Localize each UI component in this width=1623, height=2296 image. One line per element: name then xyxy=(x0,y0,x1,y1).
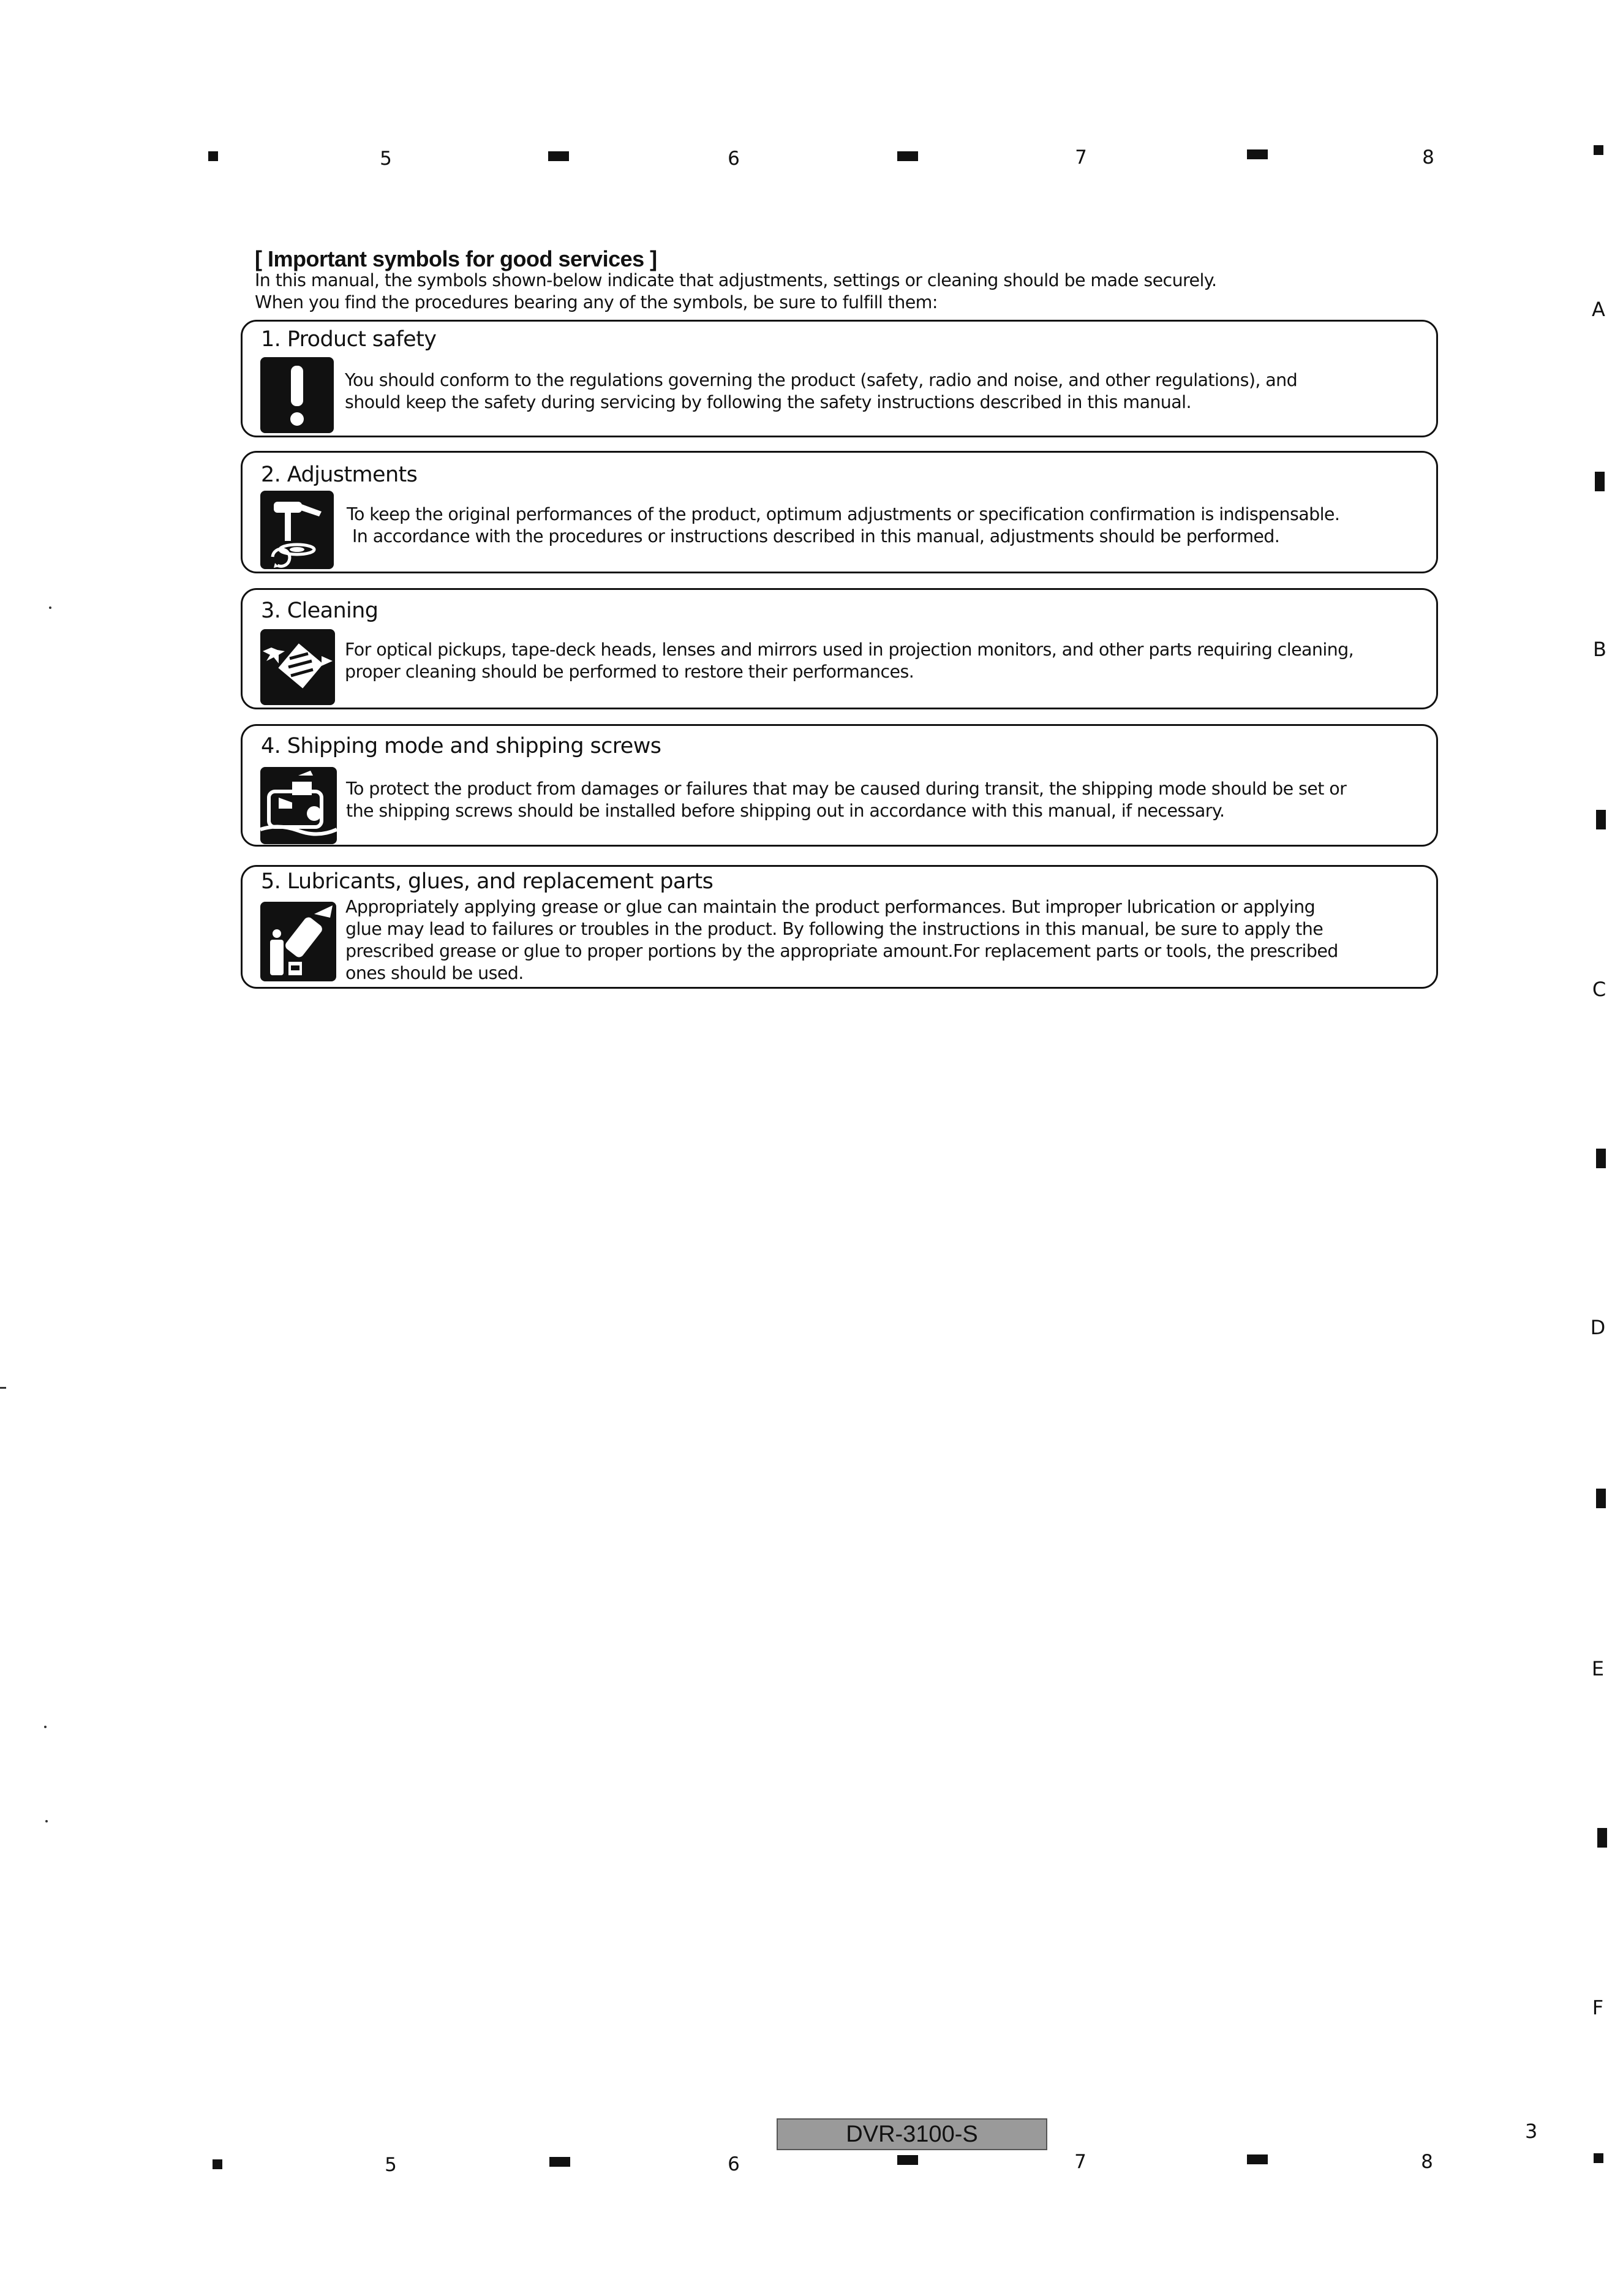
cleaning-cloth-icon xyxy=(260,629,335,705)
scan-speck xyxy=(49,606,51,609)
exclamation-warning-icon xyxy=(260,357,334,433)
adjustments-text-1: To keep the original performances of the product, optimum adjustments or specification confirmation is indispensable. xyxy=(347,504,1340,524)
row-letter-f: F xyxy=(1592,1996,1604,2019)
right-tick-3 xyxy=(1596,1149,1606,1168)
intro-line-2: When you find the procedures bearing any of the symbols, be sure to fulfill them: xyxy=(255,292,938,312)
scan-speck xyxy=(44,1726,47,1728)
bottom-tick-2 xyxy=(897,2155,918,2165)
lubricants-title: 5. Lubricants, glues, and replacement parts xyxy=(261,869,714,894)
corner-mark-bottom-left xyxy=(213,2159,222,2169)
intro-line-1: In this manual, the symbols shown-below indicate that adjustments, settings or cleaning should be made securely. xyxy=(255,270,1217,290)
product-safety-text-1: You should conform to the regulations governing the product (safety, radio and noise, and other regulations), and xyxy=(345,370,1298,390)
shipping-text-2: the shipping screws should be installed before shipping out in accordance with this manual, if necessary. xyxy=(346,801,1225,821)
lubricant-spray-icon xyxy=(260,902,336,981)
shipping-title: 4. Shipping mode and shipping screws xyxy=(261,734,661,758)
bottom-tick-3 xyxy=(1247,2154,1268,2164)
bottom-column-6: 6 xyxy=(728,2153,740,2175)
lubricants-text-3: prescribed grease or glue to proper portions by the appropriate amount.For replacement parts or tools, the prescribed xyxy=(345,941,1338,961)
scan-speck xyxy=(45,1820,48,1822)
lubricants-text-1: Appropriately applying grease or glue can maintain the product performances. But improper lubrication or applying xyxy=(345,897,1316,917)
row-letter-a: A xyxy=(1592,298,1605,321)
cleaning-text-1: For optical pickups, tape-deck heads, lenses and mirrors used in projection monitors, and other parts requiring cleaning, xyxy=(345,640,1354,660)
bottom-column-8: 8 xyxy=(1421,2151,1433,2173)
section-heading: [ Important symbols for good services ] xyxy=(255,246,657,271)
row-letter-c: C xyxy=(1592,978,1606,1001)
model-number-label: DVR-3100-S xyxy=(777,2118,1047,2150)
bottom-tick-1 xyxy=(549,2157,570,2167)
top-column-6: 6 xyxy=(728,148,740,170)
top-tick-3 xyxy=(1247,149,1268,159)
top-column-5: 5 xyxy=(380,148,392,170)
right-tick-2 xyxy=(1596,810,1606,829)
product-safety-title: 1. Product safety xyxy=(261,327,437,352)
row-letter-d: D xyxy=(1590,1316,1606,1339)
bottom-column-7: 7 xyxy=(1074,2151,1086,2173)
row-letter-b: B xyxy=(1593,638,1606,661)
corner-mark-top-right xyxy=(1594,145,1603,155)
top-tick-2 xyxy=(897,151,918,161)
right-tick-5 xyxy=(1597,1828,1607,1848)
adjustment-screwdriver-icon xyxy=(260,491,334,569)
product-safety-text-2: should keep the safety during servicing by following the safety instructions described in this manual. xyxy=(345,392,1191,412)
corner-mark-top-left xyxy=(208,151,218,161)
scan-speck xyxy=(0,1387,6,1389)
bottom-column-5: 5 xyxy=(385,2154,397,2176)
top-column-8: 8 xyxy=(1422,146,1434,168)
row-letter-e: E xyxy=(1591,1657,1605,1680)
lubricants-text-4: ones should be used. xyxy=(345,963,524,983)
adjustments-title: 2. Adjustments xyxy=(261,463,418,487)
top-column-7: 7 xyxy=(1075,146,1087,168)
cleaning-text-2: proper cleaning should be performed to restore their performances. xyxy=(345,662,914,682)
right-tick-1 xyxy=(1595,472,1605,491)
right-tick-4 xyxy=(1596,1489,1606,1508)
shipping-truck-icon xyxy=(260,767,337,844)
cleaning-title: 3. Cleaning xyxy=(261,599,378,623)
page-number: 3 xyxy=(1525,2120,1538,2143)
adjustments-text-2: In accordance with the procedures or instructions described in this manual, adjustments should be performed. xyxy=(352,526,1280,546)
corner-mark-bottom-right xyxy=(1594,2153,1603,2163)
lubricants-text-2: glue may lead to failures or troubles in the product. By following the instructions in this manual, be sure to apply the xyxy=(345,919,1324,939)
top-tick-1 xyxy=(548,151,569,161)
shipping-text-1: To protect the product from damages or failures that may be caused during transit, the shipping mode should be set or xyxy=(346,779,1347,799)
